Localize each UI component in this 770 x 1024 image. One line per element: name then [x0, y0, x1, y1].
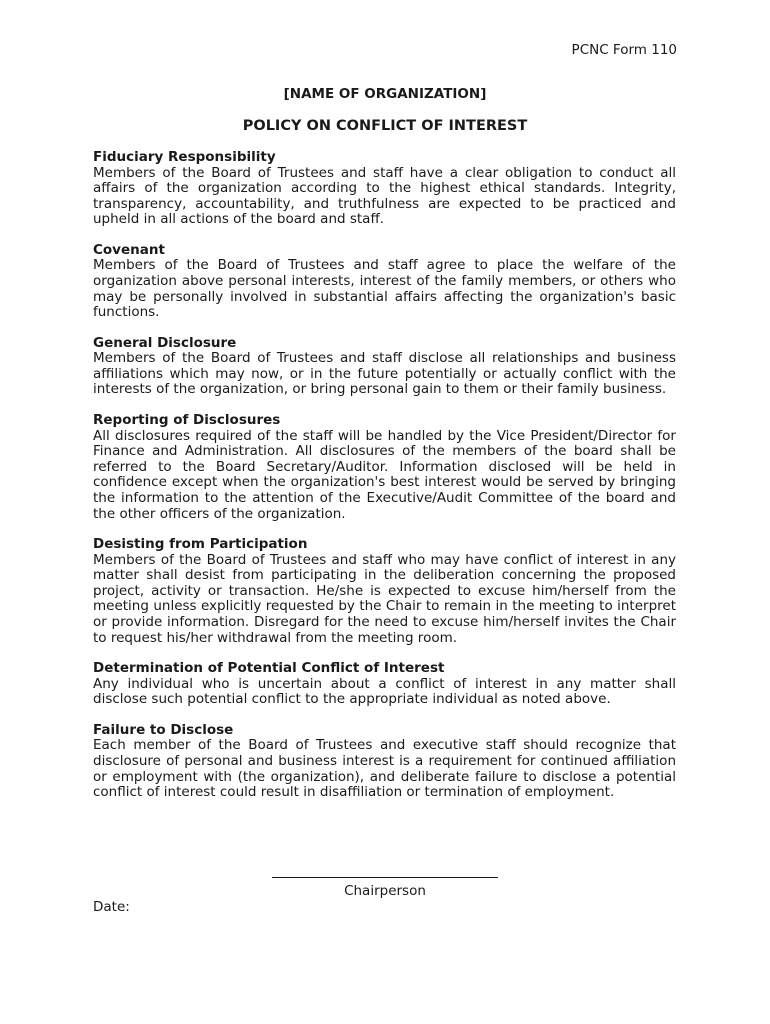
section-heading: Reporting of Disclosures	[93, 412, 281, 429]
section-heading: Covenant	[93, 241, 165, 258]
section-body: All disclosures required of the staff will be handled by the Vice President/Director for Finance and Administration. All disclosures of the members of the board shall be referred to the Board Secretary/Auditor. Information disclosed will be held in confidence except when the organization's best interest would be served by bringing the information to the attention of the Executive/Audit Committee of the board and the other officers of the organization.	[93, 427, 676, 522]
section-body: Members of the Board of Trustees and staff who may have conflict of interest in any matter shall desist from participating in the deliberation concerning the proposed project, activity or transaction. He/she is expected to excuse him/herself from the meeting unless explicitly requested by the Chair to remain in the meeting to interpret or provide information. Disregard for the need to excuse him/herself invites the Chair to request his/her withdrawal from the meeting room.	[93, 551, 676, 646]
section-reporting-of-disclosures	[93, 413, 676, 522]
section-heading: Failure to Disclose	[93, 721, 234, 738]
section-heading: General Disclosure	[93, 334, 237, 351]
section-heading: Desisting from Participation	[93, 536, 308, 553]
section-heading: Fiduciary Responsibility	[93, 149, 276, 165]
organization-name: [NAME OF ORGANIZATION]	[283, 86, 487, 102]
section-covenant	[93, 243, 676, 321]
section-body: Members of the Board of Trustees and staff disclose all relationships and business affiliations which may now, or in the future potentially or actually conflict with the interests of the organization, or bring personal gain to them or their family business.	[93, 350, 676, 398]
signature-line	[272, 877, 498, 878]
section-determination-of-potential-conflict	[93, 661, 676, 708]
section-body: Members of the Board of Trustees and staff have a clear obligation to conduct all affairs of the organization according to the highest ethical standards. Integrity, transparency, accountability, and truthfulness are expected to be practiced and upheld in all actions of the board and staff.	[93, 164, 676, 228]
section-desisting-from-participation	[93, 537, 676, 646]
section-body: Each member of the Board of Trustees and executive staff should recognize that disclosure of personal and business interest is a requirement for continued affiliation or employment with (the organization), and deliberate failure to disclose a potential conflict of interest could result in disaffiliation or termination of employment.	[93, 737, 676, 801]
form-number: PCNC Form 110	[571, 42, 677, 58]
date-label: Date:	[93, 899, 130, 915]
policy-title: POLICY ON CONFLICT OF INTEREST	[242, 118, 528, 134]
section-fiduciary-responsibility	[93, 150, 676, 228]
section-heading: Determination of Potential Conflict of Interest	[93, 660, 445, 677]
section-failure-to-disclose	[93, 723, 676, 801]
signature-label: Chairperson	[344, 883, 426, 899]
policy-content	[93, 150, 676, 816]
section-body: Any individual who is uncertain about a conflict of interest in any matter shall disclose such potential conflict to the appropriate individual as noted above.	[93, 675, 676, 708]
section-body: Members of the Board of Trustees and staff agree to place the welfare of the organization above personal interests, interest of the family members, or others who may be personally involved in substantial affairs affecting the organization's basic functions.	[93, 257, 676, 321]
section-general-disclosure	[93, 336, 676, 398]
